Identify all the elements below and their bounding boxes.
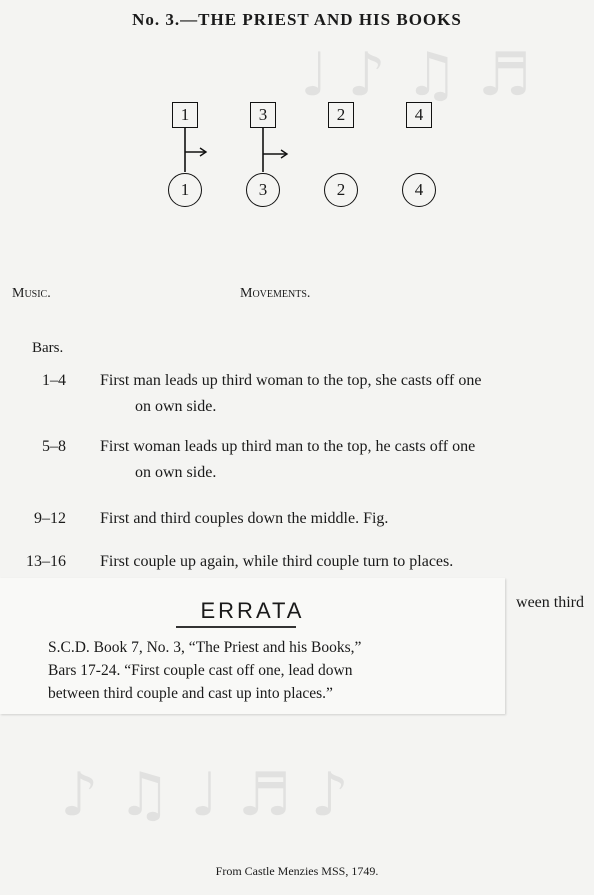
row-bars: 13–16 <box>26 553 66 570</box>
dancer-box-4: 4 <box>406 102 432 128</box>
row-bars: 5–8 <box>42 438 66 455</box>
music-header: Music. <box>12 286 51 301</box>
errata-body <box>48 636 488 705</box>
diagram-arrows <box>0 0 594 230</box>
row-movement-line: First couple up again, while third couple turn to places. <box>100 553 454 570</box>
source-footer: From Castle Menzies MSS, 1749. <box>215 864 379 878</box>
movements-header: Movements. <box>240 286 311 301</box>
errata-line: between third couple and cast up into places.” <box>48 685 333 702</box>
page-title: No. 3.—THE PRIEST AND HIS BOOKS <box>132 10 462 29</box>
row-movement <box>100 506 588 532</box>
row-movement-line: on own side. <box>135 398 217 415</box>
dancer-circle-4: 4 <box>402 173 436 207</box>
dancer-circle-1: 1 <box>168 173 202 207</box>
row-movement <box>100 549 588 575</box>
row-movement-line: First man leads up third woman to the top, she casts off one <box>100 372 482 389</box>
row-movement <box>100 434 588 486</box>
row-movement-line: First and third couples down the middle. Fig. <box>100 510 389 527</box>
hidden-movement-fragment: ween third <box>516 594 584 611</box>
errata-underline <box>176 626 296 628</box>
background-notation: ♩ ♪ ♫ ♬ <box>300 40 532 110</box>
bars-label: Bars. <box>32 340 64 356</box>
row-movement <box>100 368 588 420</box>
row-bars: 1–4 <box>42 372 66 389</box>
dancer-box-3: 3 <box>250 102 276 128</box>
errata-line: Bars 17-24. “First couple cast off one, lead down <box>48 662 353 679</box>
dancer-circle-2: 2 <box>324 173 358 207</box>
errata-title: ERRATA <box>200 598 305 623</box>
dancer-box-2: 2 <box>328 102 354 128</box>
row-movement-line: on own side. <box>135 464 217 481</box>
errata-line: S.C.D. Book 7, No. 3, “The Priest and his Books,” <box>48 639 362 656</box>
row-bars: 9–12 <box>34 510 66 527</box>
background-notation: ♪ ♫ ♩ ♬ ♪ <box>60 760 349 830</box>
dancer-circle-3: 3 <box>246 173 280 207</box>
row-movement-line: First woman leads up third man to the top, he casts off one <box>100 438 476 455</box>
dancer-box-1: 1 <box>172 102 198 128</box>
